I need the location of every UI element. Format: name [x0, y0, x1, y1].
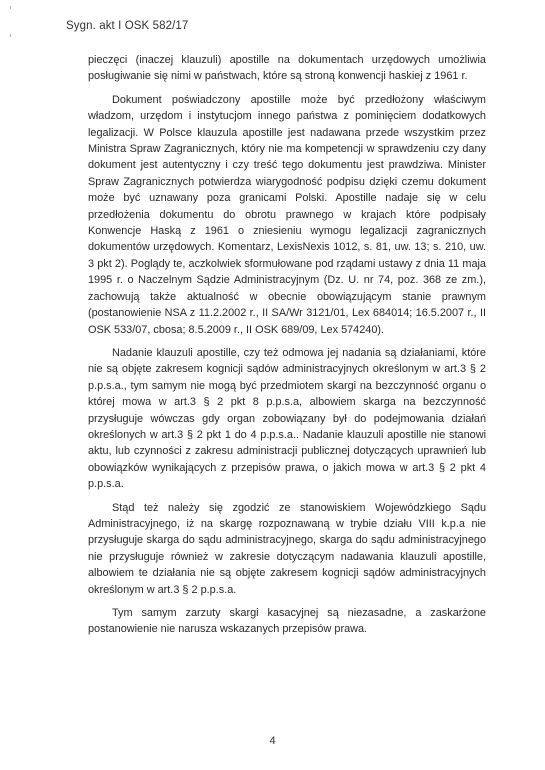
scan-mark	[10, 34, 11, 37]
judgment-text	[88, 52, 486, 638]
case-reference: Sygn. akt I OSK 582/17	[66, 20, 189, 32]
paragraph-wsa-position: Stąd też należy się zgodzić ze stanowiskiem Wojewódzkiego Sądu Administracyjnego, iż na skargę rozpoznawaną w trybie działu VIII k.p.a nie przysługuje skarga do sądu administracyjnego, skarga do sądu administracyjnego nie przysługuje również w zakresie dotyczącym nadawania klauzuli apostille, albowiem te działania nie są objęte zakresem kognicji sądów administracyjnych określonym w art.3 § 2 p.p.s.a.	[88, 501, 486, 596]
page-number: 4	[269, 735, 276, 747]
paragraph-apostille-cognition: Nadanie klauzuli apostille, czy też odmowa jej nadania są działaniami, które nie są objęte zakresem kognicji sądów administracyjnych określonym w art.3 § 2 p.p.s.a., tym samym nie mogą być przedmiotem skargi na bezczynność organu o której mowa w art.3 § 2 pkt 8 p.p.s.a, albowiem skarga na bezczynność przysługuje wówczas gdy organ zobowiązany był do podejmowania działań określonych w art.3 § 2 pkt 1 do 4 p.p.s.a.. Nadanie klauzuli apostille nie stanowi aktu, lub czynności z zakresu administracji publicznej dotyczących uprawnień lub obowiązków wynikających z przepisów prawa, o jakich mowa w art.3 § 2 pkt 4 p.p.s.a.	[88, 346, 486, 491]
paragraph-conclusion: Tym samym zarzuty skargi kasacyjnej są niezasadne, a zaskarżone postanowienie nie narusza wskazanych przepisów prawa.	[88, 607, 486, 636]
scan-mark	[10, 6, 11, 9]
paragraph-continuation: pieczęci (inaczej klauzuli) apostille na dokumentach urzędowych umożliwia posługiwanie się nimi w państwach, które są stroną konwencji haskiej z 1961 r.	[88, 54, 486, 83]
paragraph-apostille-document: Dokument poświadczony apostille może być przedłożony właściwym władzom, urzędom i instytucjom innego państwa z pominięciem dodatkowych legalizacji. W Polsce klauzula apostille jest nadawana przede wszystkim przez Ministra Spraw Zagranicznych, który nie ma kompetencji w sprawdzeniu czy dany dokument jest autentyczny i czy treść tego dokumentu jest prawdziwa. Minister Spraw Zagranicznych potwierdza wiarygodność podpisu dzięki czemu dokument może być uznawany poza granicami Polski. Apostille nadaje się w celu przedłożenia dokumentu do obrotu prawnego w krajach które podpisały Konwencje Haską z 1961 o zniesieniu wymogu legalizacji zagranicznych dokumentów urzędowych. Komentarz, LexisNexis 1012, s. 81, uw. 13; s. 210, uw. 3 pkt 2). Poglądy te, aczkolwiek sformułowane pod rządami ustawy z dnia 11 maja 1995 r. o Naczelnym Sądzie Administracyjnym (Dz. U. nr 74, poz. 368 ze zm.), zachowują także aktualność w obecnie obowiązującym stanie prawnym (postanowienie NSA z 11.2.2002 r., II SA/Wr 3121/01, Lex 684014; 16.5.2007 r., II OSK 533/07, cbosa; 8.5.2009 r., II OSK 689/09, Lex 574240).	[88, 93, 486, 336]
